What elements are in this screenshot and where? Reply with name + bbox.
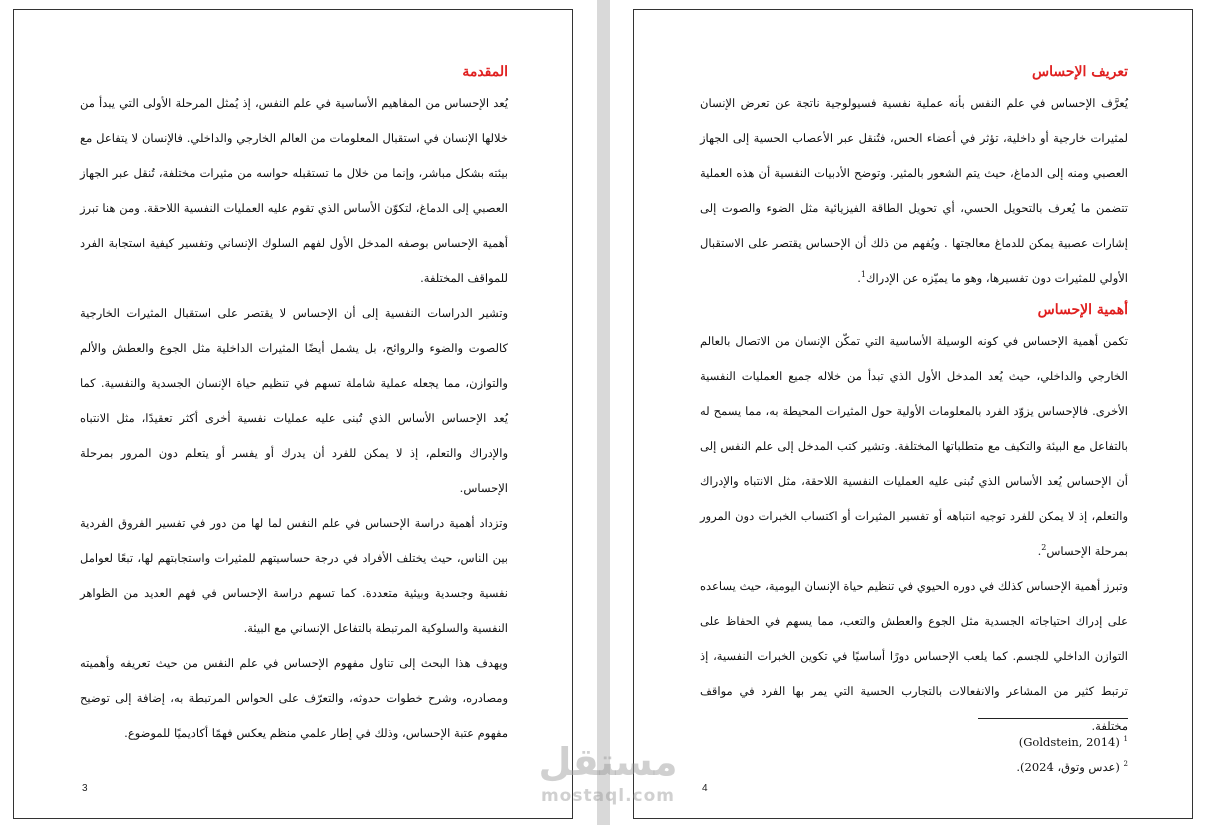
watermark-url: mostaql.com bbox=[540, 786, 676, 806]
importance-paragraph-1 bbox=[700, 324, 1128, 569]
definition-text: يُعرَّف الإحساس في علم النفس بأنه عملية نفسية فسيولوجية ناتجة عن تعرض الإنسان لمثيرات خارجية أو داخلية، تؤثر في أعضاء الحس، فتُنقل عبر الأعصاب الحسية إلى الجهاز العصبي ومنه إلى الدماغ، حيث يتم الشعور بالمثير. وتوضح الأدبيات النفسية أن هذه العملية تتضمن ما يُعرف بالتحويل الحسي، أي تحويل الطاقة الفيزيائية مثل الضوء والصوت إلى إشارات عصبية يمكن للدماغ معالجتها . ويُفهم من ذلك أن الإحساس يقتصر على الاستقبال الأولي للمثيرات دون تفسيرها، وهو ما يميّزه عن الإدراك bbox=[700, 96, 1128, 285]
page-number: 4 bbox=[702, 783, 708, 794]
footnote-1 bbox=[944, 728, 1128, 753]
watermark-logo-text: مستقل bbox=[538, 740, 678, 784]
importance-text-1: تكمن أهمية الإحساس في كونه الوسيلة الأساسية التي تمكّن الإنسان من الاتصال بالعالم الخارجي والداخلي، حيث يُعد المدخل الأول الذي تبدأ من خلاله جميع العمليات النفسية الأخرى. فالإحساس يزوّد الفرد بالمعلومات الأولية حول المثيرات المحيطة به، مما يسمح له بالتفاعل مع البيئة والتكيف مع متطلباتها المختلفة. وتشير كتب المدخل إلى علم النفس إلى أن الإحساس يُعد الأساس الذي تُبنى عليه العمليات النفسية اللاحقة، مثل الانتباه والإدراك والتعلم، إذ لا يمكن للفرد توجيه انتباهه أو تفسير المثيرات أو اكتساب الخبرات دون المرور بمرحلة الإحساس bbox=[700, 334, 1128, 558]
introduction-paragraph-2: وتشير الدراسات النفسية إلى أن الإحساس لا يقتصر على استقبال المثيرات الخارجية كالصوت والضوء والروائح، بل يشمل أيضًا المثيرات الداخلية مثل الجوع والعطش والألم والتوازن، مما يجعله عملية شاملة تسهم في تنظيم حياة الإنسان الجسدية والنفسية. كما يُعد الإحساس الأساس الذي تُبنى عليه عمليات نفسية أخرى أكثر تعقيدًا، مثل الانتباه والإدراك والتعلم، إذ لا يمكن للفرد أن يدرك أو يفسر أو يتعلم دون المرور بمرحلة الإحساس. bbox=[80, 306, 508, 495]
importance-heading: أهمية الإحساس bbox=[1037, 302, 1128, 318]
definition-heading: تعريف الإحساس bbox=[1031, 64, 1128, 80]
page-4-body bbox=[700, 58, 1128, 744]
importance-paragraph-2: وتبرز أهمية الإحساس كذلك في دوره الحيوي في تنظيم حياة الإنسان اليومية، حيث يساعده على إدراك احتياجاته الجسدية مثل الجوع والعطش والتعب، مما يسهم في الحفاظ على التوازن الداخلي للجسم. كما يلعب الإحساس دورًا أساسيًا في تكوين الخبرات النفسية، إذ ترتبط كثير من المشاعر والانفعالات بالتجارب الحسية التي يمر بها الفرد في مواقف مختلفة. bbox=[700, 579, 1128, 733]
footnote-text: (Goldstein, 2014) bbox=[1018, 734, 1120, 749]
end-mark-2: . bbox=[1037, 544, 1042, 558]
footnotes bbox=[944, 728, 1128, 778]
definition-paragraph bbox=[700, 86, 1128, 296]
document-page-3 bbox=[13, 9, 573, 819]
introduction-paragraph-4: ويهدف هذا البحث إلى تناول مفهوم الإحساس في علم النفس من حيث تعريفه وأهميته ومصادره، وشرح خطوات حدوثه، والتعرّف على الحواس المرتبطة به، إضافة إلى توضيح مفهوم عتبة الإحساس، وذلك في إطار علمي منظم يعكس فهمًا أكاديميًا للموضوع. bbox=[80, 656, 508, 740]
footnote-2 bbox=[944, 753, 1128, 778]
introduction-heading: المقدمة bbox=[462, 64, 508, 80]
page-gutter bbox=[597, 0, 610, 825]
footnote-ref-2[interactable]: 2 bbox=[1041, 543, 1047, 553]
introduction-paragraph-3: وتزداد أهمية دراسة الإحساس في علم النفس لما لها من دور في تفسير الفروق الفردية بين الناس، حيث يختلف الأفراد في درجة حساسيتهم للمثيرات واستجابتهم لها، تبعًا لعوامل نفسية وجسدية وبيئية متعددة. كما تسهم دراسة الإحساس في فهم العديد من الظواهر النفسية والسلوكية المرتبطة بالتفاعل الإنساني مع البيئة. bbox=[80, 516, 508, 635]
introduction-paragraph-1: يُعد الإحساس من المفاهيم الأساسية في علم النفس، إذ يُمثل المرحلة الأولى التي يبدأ من خلالها الإنسان في استقبال المعلومات من العالم الخارجي والداخلي. فالإنسان لا يتفاعل مع بيئته بشكل مباشر، وإنما من خلال ما تستقبله حواسه من مثيرات مختلفة، تُنقل عبر الجهاز العصبي إلى الدماغ، لتكوّن الأساس الذي تقوم عليه العمليات النفسية اللاحقة. ومن هنا تبرز أهمية الإحساس بوصفه المدخل الأول لفهم السلوك الإنساني وتفسير كيفية استجابة الفرد للمواقف المختلفة. bbox=[80, 96, 508, 285]
footnote-ref-1[interactable]: 1 bbox=[860, 270, 866, 280]
footnote-separator bbox=[978, 718, 1128, 719]
page-number: 3 bbox=[82, 783, 88, 794]
footnote-number: 1 bbox=[1123, 735, 1128, 743]
footnote-number: 2 bbox=[1123, 759, 1128, 768]
footnote-text: (عدس وتوق، 2024). bbox=[1016, 759, 1120, 774]
document-page-4 bbox=[633, 9, 1193, 819]
end-mark-1: . bbox=[857, 271, 861, 285]
page-3-body bbox=[80, 58, 508, 751]
